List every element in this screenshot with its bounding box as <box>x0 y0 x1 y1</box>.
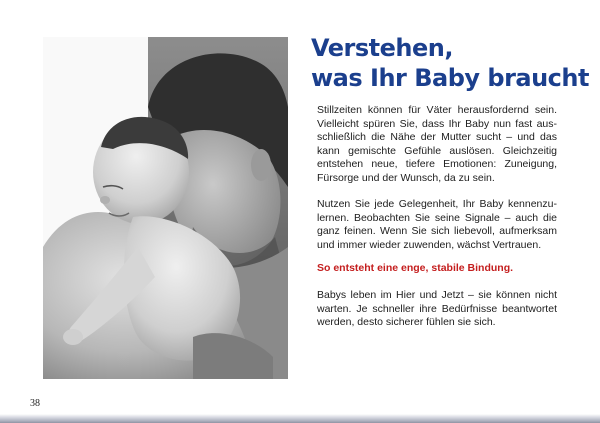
paragraph-intro: Stillzeiten können für Väter herausfordernd sein. Vielleicht spüren Sie, dass Ihr Baby nun fast ausschließlich die Nähe der Mutter sucht – und das kann gemischte Gefühle auslösen. Gleichzeitig entstehen neue, tiefere Emotionen: Zuneigung, Fürsorge und der Wunsch, da zu sein. <box>317 104 557 184</box>
page-number: 38 <box>30 398 40 409</box>
page-heading <box>311 33 591 93</box>
heading-line-2: was Ihr Baby braucht <box>311 64 589 92</box>
paragraph-observe: Nutzen Sie jede Gelegenheit, Ihr Baby kennenzulernen. Beobachten Sie seine Signale – auch die ganz feinen. Wenn Sie sich liebevoll, aufmerksam und immer wieder zuwenden, wächst Vertrauen. <box>317 198 557 251</box>
father-baby-illustration <box>43 37 288 379</box>
highlight-bonding: So entsteht eine enge, stabile Bindung. <box>317 262 514 274</box>
heading-line-1: Verstehen, <box>311 34 453 62</box>
father-baby-photo <box>43 37 288 379</box>
page-edge-shadow <box>0 414 600 423</box>
paragraph-needs: Babys leben im Hier und Jetzt – sie können nicht warten. Je schneller ihre Bedürfnisse beantwortet werden, desto sicherer fühlen sie sich. <box>317 289 557 329</box>
